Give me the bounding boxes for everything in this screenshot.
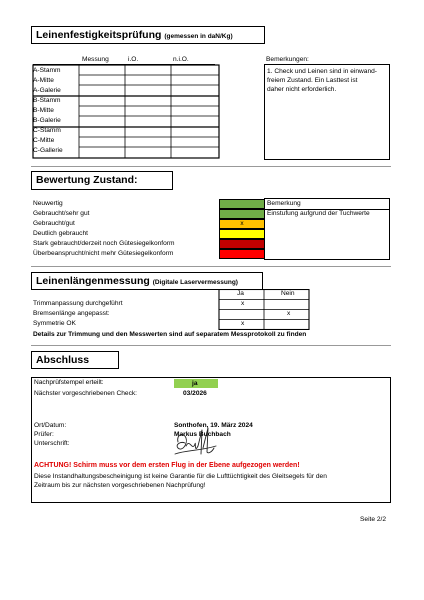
length-row-ja: x [241, 300, 245, 307]
remarks-line: 1. Check und Leinen sind in einwand- [267, 68, 377, 75]
col-ja: Ja [237, 290, 244, 297]
condition-label: Überbeansprucht/nicht mehr Gütesiegelkonform [33, 250, 174, 257]
condition-swatch [219, 229, 265, 239]
remarks-header: Bemerkungen: [266, 56, 309, 63]
divider [31, 266, 391, 267]
condition-swatch: x [219, 219, 265, 229]
completion-box [31, 377, 391, 503]
measurement-grid [31, 64, 221, 159]
remarks-box [264, 64, 390, 160]
row-label: A-Mitte [33, 77, 54, 84]
condition-label: Neuwertig [33, 200, 63, 207]
section4-header [31, 351, 119, 369]
place-label: Ort/Datum: [34, 422, 67, 429]
stamp-label: Nachprüfstempel erteilt: [34, 379, 104, 386]
next-check-value: 03/2026 [183, 390, 207, 397]
condition-label: Gebraucht/sehr gut [33, 210, 90, 217]
remarks-line: freiem Zustand. Ein Lasttest ist [267, 77, 358, 84]
condition-remark-header: Bemerkung [267, 200, 301, 207]
section2-header [31, 171, 173, 190]
place-value: Sonthofen, 19. März 2024 [174, 422, 253, 429]
disclaimer-line: Zeitraum bis zur nächsten vorgeschriebenen Nachprüfung! [34, 482, 206, 489]
condition-swatch [219, 249, 265, 259]
condition-remark-text: Einstufung aufgrund der Tuchwerte [267, 210, 370, 217]
condition-label: Deutlich gebraucht [33, 230, 88, 237]
inspector-value: Markus Buchbach [174, 431, 231, 438]
remarks-line: daher nicht erforderlich. [267, 86, 337, 93]
condition-swatch [219, 209, 265, 219]
condition-label: Gebraucht/gut [33, 220, 75, 227]
row-label: B-Mitte [33, 107, 54, 114]
length-row-ja: x [241, 320, 245, 327]
disclaimer-line: Diese Instandhaltungsbescheinigung ist keine Garantie für die Lufttüchtigkeit des Gleitsegels für den [34, 473, 327, 480]
row-label: A-Galerie [33, 87, 61, 94]
length-row-nein: x [287, 310, 291, 317]
condition-remark-box [264, 198, 390, 260]
length-note: Details zur Trimmung und den Messwerten sind auf separatem Messprotokoll zu finden [33, 331, 307, 338]
col-messung: Messung [82, 56, 109, 63]
section2-title: Bewertung Zustand: [36, 174, 138, 186]
signature-label: Unterschrift: [34, 440, 70, 447]
row-label: B-Stamm [33, 97, 61, 104]
length-row-label: Trimmanpassung durchgeführt [33, 300, 123, 307]
divider [31, 345, 391, 346]
row-label: A-Stamm [33, 67, 61, 74]
section3-title: Leinenlängenmessung [36, 275, 150, 287]
section4-title: Abschluss [36, 354, 90, 366]
condition-swatch [219, 239, 265, 249]
col-nio: n.i.O. [173, 56, 189, 63]
warning-text: ACHTUNG! Schirm muss vor dem ersten Flug in der Ebene aufgezogen werden! [34, 462, 300, 469]
inspector-label: Prüfer: [34, 431, 54, 438]
condition-label: Stark gebraucht/derzeit noch Gütesiegelkonform [33, 240, 175, 247]
row-label: C-Stamm [33, 127, 61, 134]
section1-title: Leinenfestigkeitsprüfung [36, 29, 162, 41]
divider [31, 166, 391, 167]
row-label: C-Mitte [33, 137, 55, 144]
section1-subtitle: (gemessen in daN/Kg) [164, 33, 233, 40]
length-row-label: Symmetrie OK [33, 320, 76, 327]
row-label: B-Galerie [33, 117, 61, 124]
stamp-value: ja [192, 380, 198, 387]
signature-image [172, 424, 220, 464]
section3-subtitle: (Digitale Laservermessung) [152, 279, 238, 286]
section1-header [31, 26, 265, 44]
length-grid [218, 289, 310, 330]
condition-swatch [219, 199, 265, 209]
col-nein: Nein [281, 290, 295, 297]
col-io: i.O. [128, 56, 139, 63]
section3-header [31, 272, 263, 290]
page-number: Seite 2/2 [360, 516, 387, 523]
length-row-label: Bremsenlänge angepasst: [33, 310, 110, 317]
row-label: C-Gallerie [33, 147, 63, 154]
next-check-label: Nächster vorgeschriebenen Check: [34, 390, 137, 397]
